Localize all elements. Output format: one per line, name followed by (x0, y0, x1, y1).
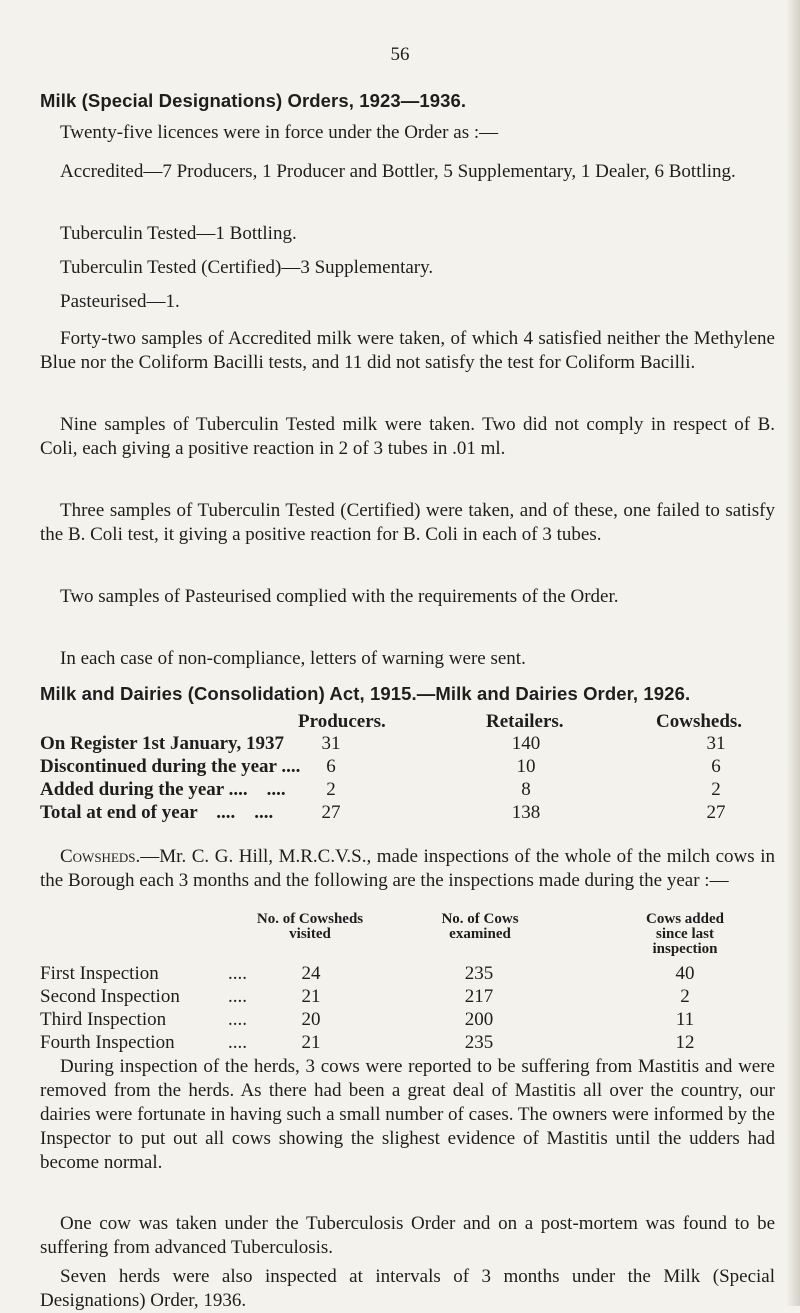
table-dots: .... (228, 1009, 247, 1030)
table-cell: 2 (326, 779, 336, 800)
paragraph-tuberculosis: One cow was taken under the Tuberculosis Order and on a post-mortem was found to be suffering from advanced Tuberculosis. (40, 1213, 775, 1258)
table-cell: 2 (680, 986, 690, 1007)
table-cell: 27 (321, 802, 341, 823)
table-cell: 11 (675, 1009, 695, 1030)
table-cell: 24 (301, 963, 321, 984)
table-dots: .... (228, 1032, 247, 1053)
paragraph-accredited: Forty-two samples of Accredited milk were taken, of which 4 satisfied neither the Methylene Blue nor the Coliform Bacilli tests, and 11 did not satisfy the test for Coliform Bacilli. (40, 328, 775, 373)
cowsheds-lead: Cowsheds. (60, 846, 141, 867)
table-cell: 12 (675, 1032, 695, 1053)
table-dots: .... (228, 963, 247, 984)
table-row-label: Added during the year .... .... (40, 779, 286, 800)
cowsheds-intro: —Mr. C. G. Hill, M.R.C.V.S., made inspections of the whole of the milch cows in the Borough each 3 months and the following are the inspections made during the year :— (40, 846, 775, 891)
table-cell: 21 (301, 1032, 321, 1053)
table-cell: 138 (511, 802, 541, 823)
table-cell: 6 (711, 756, 721, 777)
table-row-label: On Register 1st January, 1937 (40, 733, 285, 754)
table-cell: 8 (521, 779, 531, 800)
section-heading-milk-dairies: Milk and Dairies (Consolidation) Act, 1915.—Milk and Dairies Order, 1926. (40, 683, 691, 704)
table-cell: 10 (516, 756, 536, 777)
table-row-label: Discontinued during the year .... (40, 756, 301, 777)
table-cell: 27 (706, 802, 726, 823)
section-heading-special-designations: Milk (Special Designations) Orders, 1923—1936. (40, 90, 467, 111)
intro-paragraph: Twenty-five licences were in force under the Order as :— (60, 122, 499, 143)
column-header-cows-added: Cows added since last inspection (646, 911, 724, 957)
table-row-label: Fourth Inspection (40, 1032, 175, 1053)
licence-line: Tuberculin Tested—1 Bottling. (60, 223, 297, 244)
table-row-label: Second Inspection (40, 986, 180, 1007)
table-cell: 6 (326, 756, 336, 777)
table-cell: 31 (321, 733, 341, 754)
column-header-cows-examined: No. of Cows examined (441, 911, 519, 942)
column-header-producers: Producers. (298, 711, 386, 732)
column-header-cowsheds: Cowsheds. (656, 711, 743, 732)
table-cell: 40 (675, 963, 695, 984)
paragraph-certified: Three samples of Tuberculin Tested (Certified) were taken, and of these, one failed to satisfy the B. Coli test, it giving a positive reaction for B. Coli in each of 3 tubes. (40, 500, 775, 545)
paragraph-seven-herds: Seven herds were also inspected at intervals of 3 months under the Milk (Special Designations) Order, 1936. (40, 1266, 775, 1311)
table-cell: 140 (511, 733, 541, 754)
paragraph-tuberculin: Nine samples of Tuberculin Tested milk were taken. Two did not comply in respect of B. Coli, each giving a positive reaction in 2 of 3 tubes in .01 ml. (40, 414, 775, 459)
paragraph-mastitis: During inspection of the herds, 3 cows were reported to be suffering from Mastitis and were removed from the herds. As there had been a great deal of Mastitis all over the country, our dairies were fortunate in having such a small number of cases. The owners were informed by the Inspector to put out all cows showing the slighest evidence of Mastitis until the udders had become normal. (40, 1056, 775, 1173)
table-row-label: Total at end of year .... .... (40, 802, 274, 823)
page-edge-shadow (786, 0, 800, 1306)
paragraph-warning: In each case of non-compliance, letters of warning were sent. (60, 648, 526, 669)
column-header-cowsheds-visited: No. of Cowsheds visited (256, 911, 364, 942)
table-cell: 2 (711, 779, 721, 800)
table-cell: 31 (706, 733, 726, 754)
column-header-retailers: Retailers. (486, 711, 564, 732)
page-number: 56 (390, 44, 410, 65)
table-cell: 235 (464, 963, 494, 984)
licence-line: Tuberculin Tested (Certified)—3 Supplementary. (60, 257, 434, 278)
table-cell: 235 (464, 1032, 494, 1053)
licence-line: Pasteurised—1. (60, 291, 180, 312)
cowsheds-paragraph (40, 845, 775, 893)
table-row-label: Third Inspection (40, 1009, 167, 1030)
table-dots: .... (228, 986, 247, 1007)
table-cell: 200 (464, 1009, 494, 1030)
table-row-label: First Inspection (40, 963, 159, 984)
table-cell: 20 (301, 1009, 321, 1030)
paragraph-pasteurised: Two samples of Pasteurised complied with the requirements of the Order. (60, 586, 619, 607)
table-cell: 217 (464, 986, 494, 1007)
table-cell: 21 (301, 986, 321, 1007)
licence-line: Accredited—7 Producers, 1 Producer and Bottler, 5 Supplementary, 1 Dealer, 6 Bottling. (60, 161, 736, 182)
